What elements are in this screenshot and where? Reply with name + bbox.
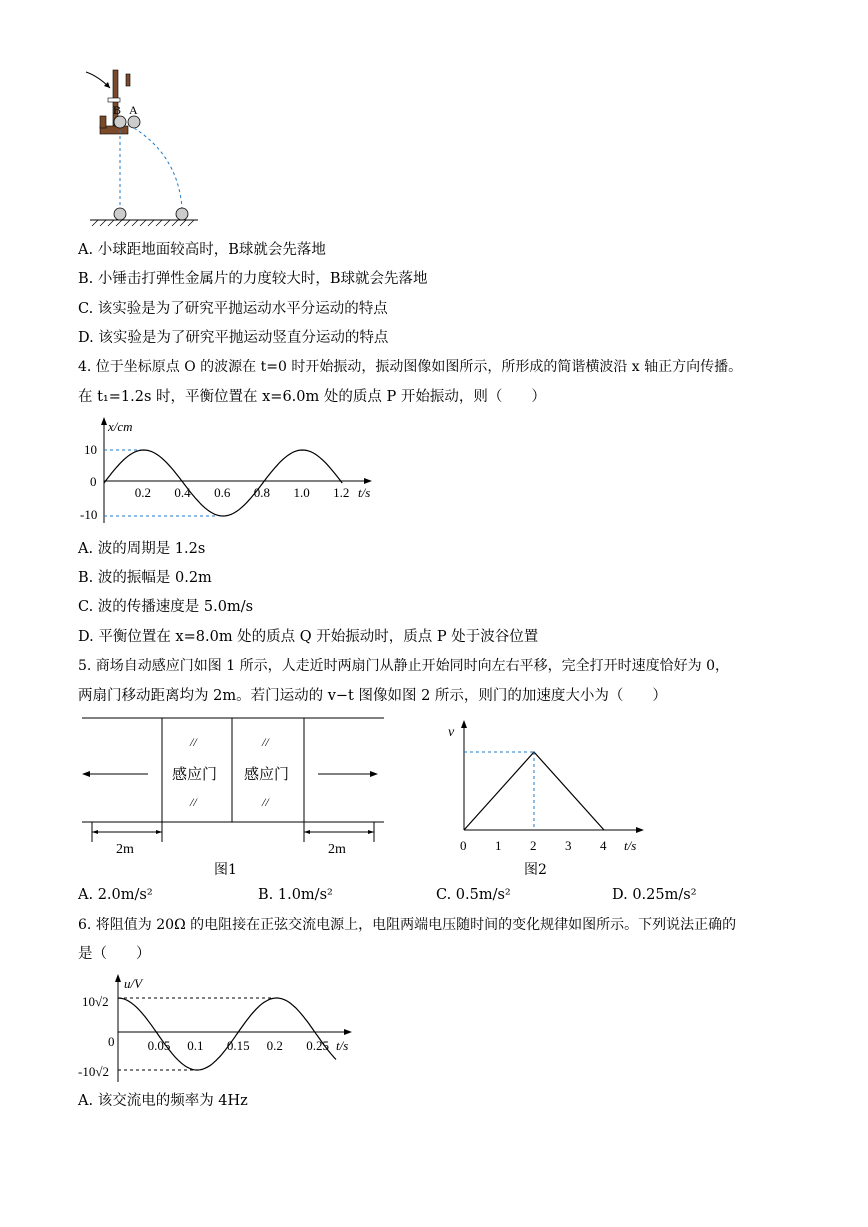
fig1-caption: 图1 <box>214 862 237 878</box>
q3-option-a[interactable]: A. 小球距地面较高时，B球就会先落地 <box>78 242 326 258</box>
q5-xlabel: t/s <box>624 838 637 853</box>
dist-left-label: 2m <box>116 842 134 857</box>
arrow-right-icon <box>370 771 378 777</box>
q4-xtick-0: 0.2 <box>134 485 151 500</box>
q4-vibration-chart <box>78 415 388 527</box>
q4-stem-line2: 在 t₁=1.2s 时，平衡位置在 x=6.0m 处的质点 P 开始振动，则（ ） <box>78 389 546 405</box>
q6-option-a[interactable]: A. 该交流电的频率为 4Hz <box>78 1093 248 1109</box>
q4-xtick-4: 1.0 <box>293 485 310 500</box>
q4-xtick-1: 0.4 <box>174 485 191 500</box>
q4-ytick-10: 10 <box>84 442 97 457</box>
q4-xtick-5: 1.2 <box>333 485 350 500</box>
q4-xtick-2: 0.6 <box>214 485 231 500</box>
arrow-left-icon <box>82 771 90 777</box>
q5-option-b[interactable]: B. 1.0m/s² <box>258 887 333 903</box>
q6-ytick-0: 0 <box>108 1034 115 1049</box>
q5-option-a[interactable]: A. 2.0m/s² <box>78 887 153 903</box>
q5-option-d[interactable]: D. 0.25m/s² <box>612 887 697 903</box>
q4-ytick-0: 0 <box>90 474 97 489</box>
q4-xtick-3: 0.8 <box>253 485 271 500</box>
svg-text://: // <box>190 795 197 809</box>
q6-ytick-pos: 10√2 <box>82 994 109 1009</box>
q6-xtick-4: 0.25 <box>306 1038 329 1053</box>
q4-option-c[interactable]: C. 波的传播速度是 5.0m/s <box>78 599 254 615</box>
q5-stem-line1: 5. 商场自动感应门如图 1 所示，人走近时两扇门从静止开始同时向左右平移，完全打开时速度恰好为 0， <box>78 658 729 674</box>
q5-option-c[interactable]: C. 0.5m/s² <box>436 887 511 903</box>
q4-ylabel: x/cm <box>108 419 133 434</box>
q3-option-c[interactable]: C. 该实验是为了研究平抛运动水平分运动的特点 <box>78 301 388 317</box>
ball-a <box>128 116 140 128</box>
q6-xtick-2: 0.15 <box>226 1038 250 1053</box>
q4-ytick-neg10: -10 <box>80 507 98 522</box>
q6-ytick-neg: -10√2 <box>78 1064 109 1079</box>
q5-xtick-4: 4 <box>600 838 607 853</box>
q5-stem-line2: 两扇门移动距离均为 2m。若门运动的 v−t 图像如图 2 所示，则门的加速度大小为（ ） <box>78 688 667 704</box>
q6-xtick-3: 0.2 <box>266 1038 283 1053</box>
q5-xtick-3: 3 <box>565 838 572 853</box>
q4-sine-curve <box>104 450 342 516</box>
q4-xlabel: t/s <box>358 485 371 500</box>
q6-stem-line2: 是（ ） <box>78 946 151 962</box>
door-left-label: 感应门 <box>172 767 218 783</box>
label-b: B <box>113 103 122 117</box>
q6-xtick-0: 0.05 <box>147 1038 171 1053</box>
q3-apparatus-figure <box>80 66 210 228</box>
q4-option-a[interactable]: A. 波的周期是 1.2s <box>78 541 206 557</box>
q6-xlabel: t/s <box>336 1038 349 1053</box>
svg-text://: // <box>262 735 269 749</box>
q5-xtick-2: 2 <box>530 838 537 853</box>
q5-ylabel: v <box>448 725 455 740</box>
q6-ylabel: u/V <box>124 976 143 991</box>
q4-stem-line1: 4. 位于坐标原点 O 的波源在 t=0 时开始振动，振动图像如图所示，所形成的简谐横波沿 x 轴正方向传播。 <box>78 359 743 375</box>
q4-option-d[interactable]: D. 平衡位置在 x=8.0m 处的质点 Q 开始振动时，质点 P 处于波谷位置 <box>78 629 539 645</box>
dist-right-label: 2m <box>328 842 346 857</box>
q3-option-d[interactable]: D. 该实验是为了研究平抛运动竖直分运动的特点 <box>78 330 389 346</box>
q6-sine-curve <box>118 998 336 1070</box>
fig2-caption: 图2 <box>524 862 547 878</box>
svg-text://: // <box>262 795 269 809</box>
q5-xtick-0: 0 <box>460 838 467 853</box>
q5-fig2-vt-chart <box>444 718 654 854</box>
q5-fig1-door <box>78 712 388 862</box>
q6-stem-line1: 6. 将阻值为 20Ω 的电阻接在正弦交流电源上，电阻两端电压随时间的变化规律如图所示。下列说法正确的 <box>78 917 737 933</box>
label-a: A <box>129 103 138 117</box>
door-right-label: 感应门 <box>244 767 290 783</box>
q6-xtick-1: 0.1 <box>187 1038 204 1053</box>
ball-b <box>114 116 126 128</box>
svg-text://: // <box>190 735 197 749</box>
q3-option-b[interactable]: B. 小锤击打弹性金属片的力度较大时，B球就会先落地 <box>78 271 428 287</box>
q6-voltage-chart <box>78 972 368 1084</box>
q5-xtick-1: 1 <box>495 838 502 853</box>
q4-option-b[interactable]: B. 波的振幅是 0.2m <box>78 570 212 586</box>
